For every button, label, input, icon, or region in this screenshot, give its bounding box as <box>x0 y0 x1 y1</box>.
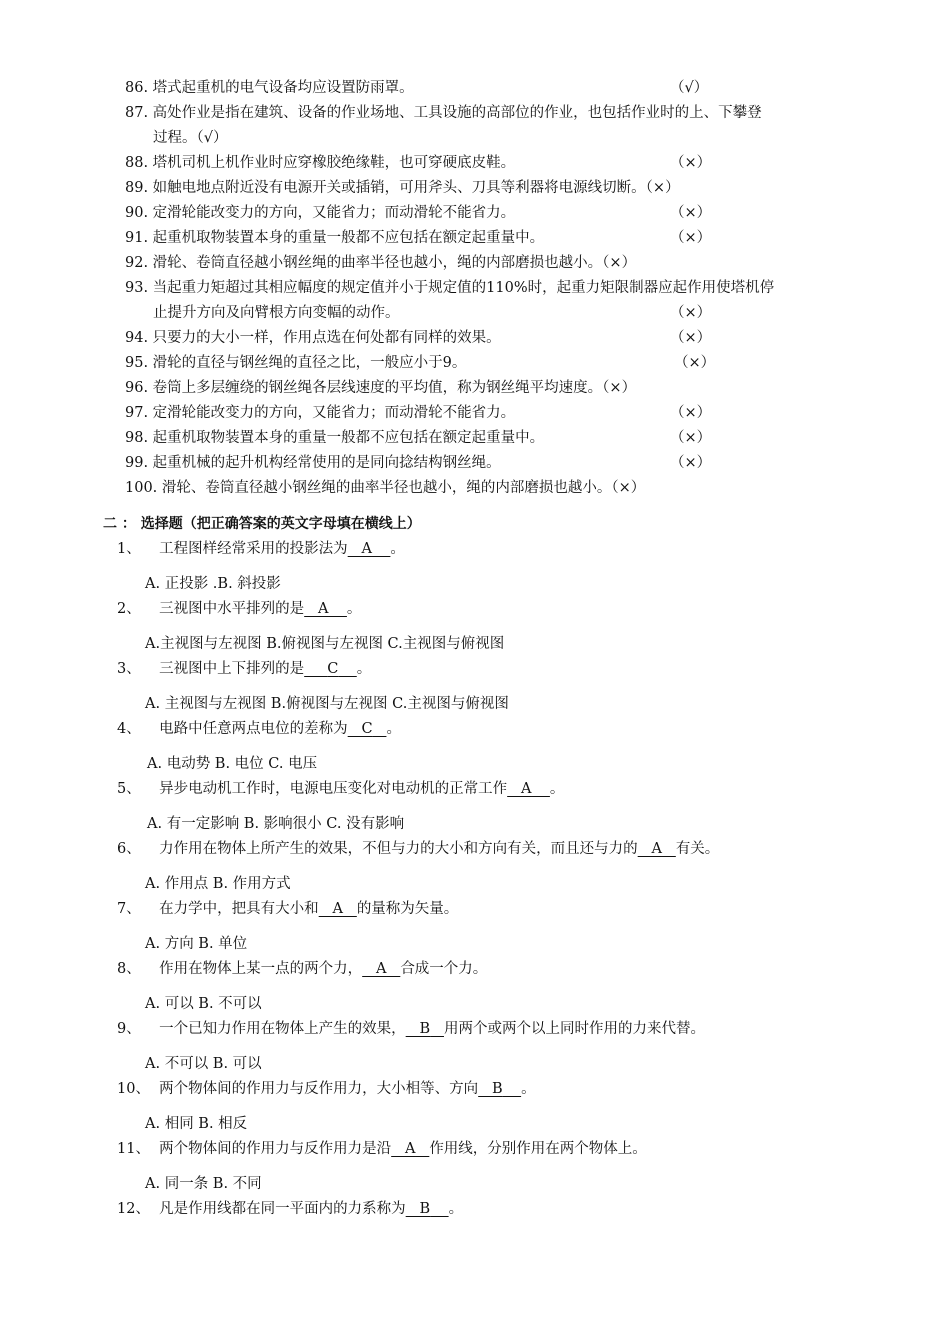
mc-question-7: 7、 在力学中，把具有大小和 A 的量称为矢量。 <box>117 901 459 917</box>
tf-item-89: 89. 如触电地点附近没有电源开关或插销，可用斧头、刀具等利器将电源线切断。（×） <box>125 180 680 196</box>
tf-item-92: 92. 滑轮、卷筒直径越小钢丝绳的曲率半径也越小，绳的内部磨损也越小。（×） <box>125 255 637 271</box>
mc-question-5: 5、 异步电动机工作时，电源电压变化对电动机的正常工作 A 。 <box>117 781 565 797</box>
mc-question-4: 4、 电路中任意两点电位的差称为 C 。 <box>117 721 401 737</box>
tf-mark-86: （√） <box>670 80 709 96</box>
answer-blank: A <box>651 841 662 857</box>
mc-question-2: 2、 三视图中水平排列的是 A 。 <box>117 601 362 617</box>
mc-options-3: A. 主视图与左视图 B.俯视图与左视图 C.主视图与俯视图 <box>145 696 509 712</box>
mc-question-6: 6、 力作用在物体上所产生的效果，不但与力的大小和方向有关，而且还与力的 A 有关。 <box>117 841 720 857</box>
tf-item-100: 100. 滑轮、卷筒直径越小钢丝绳的曲率半径也越小，绳的内部磨损也越小。（×） <box>125 480 646 496</box>
mc-options-4: A. 电动势 B. 电位 C. 电压 <box>147 756 318 772</box>
tf-mark-97: （×） <box>670 405 712 421</box>
section-heading: 二 ： 选择题（把正确答案的英文字母填在横线上） <box>103 516 421 532</box>
mc-options-2: A.主视图与左视图 B.俯视图与左视图 C.主视图与俯视图 <box>145 636 505 652</box>
tf-mark-98: （×） <box>670 430 712 446</box>
mc-options-9: A. 不可以 B. 可以 <box>145 1056 262 1072</box>
mc-options-1: A. 正投影 .B. 斜投影 <box>145 576 281 592</box>
mc-options-7: A. 方向 B. 单位 <box>145 936 248 952</box>
mc-options-8: A. 可以 B. 不可以 <box>145 996 262 1012</box>
mc-question-1: 1、 工程图样经常采用的投影法为 A 。 <box>117 541 405 557</box>
tf-item-96: 96. 卷筒上多层缠绕的钢丝绳各层线速度的平均值，称为钢丝绳平均速度。（×） <box>125 380 637 396</box>
tf-mark-90: （×） <box>670 205 712 221</box>
tf-item-94: 94. 只要力的大小一样，作用点选在何处都有同样的效果。 <box>125 330 501 346</box>
mc-options-6: A. 作用点 B. 作用方式 <box>145 876 291 892</box>
mc-question-12: 12、 凡是作用线都在同一平面内的力系称为 B 。 <box>117 1201 464 1217</box>
answer-blank: C <box>361 721 373 737</box>
answer-blank: A <box>318 601 329 617</box>
tf-item-91: 91. 起重机取物装置本身的重量一般都不应包括在额定起重量中。 <box>125 230 545 246</box>
tf-item-87: 87. 高处作业是指在建筑、设备的作业场地、工具设施的高部位的作业，也包括作业时的上、下攀登 <box>125 105 762 121</box>
tf-item-97: 97. 定滑轮能改变力的方向，又能省力；而动滑轮不能省力。 <box>125 405 516 421</box>
answer-blank: A <box>376 961 387 977</box>
answer-blank: B <box>419 1201 431 1217</box>
tf-mark-91: （×） <box>670 230 712 246</box>
tf-mark-95: （×） <box>674 355 716 371</box>
mc-question-11: 11、 两个物体间的作用力与反作用力是沿 A 作用线，分别作用在两个物体上。 <box>117 1141 647 1157</box>
tf-mark-88: （×） <box>670 155 712 171</box>
answer-blank: A <box>405 1141 416 1157</box>
answer-blank: A <box>361 541 372 557</box>
mc-question-10: 10、 两个物体间的作用力与反作用力，大小相等、方向 B 。 <box>117 1081 536 1097</box>
tf-item-99: 99. 起重机械的起升机构经常使用的是同向捻结构钢丝绳。 <box>125 455 501 471</box>
answer-blank: B <box>492 1081 503 1097</box>
tf-item-88: 88. 塔机司机上机作业时应穿橡胶绝缘鞋，也可穿硬底皮鞋。 <box>125 155 516 171</box>
tf-mark-99: （×） <box>670 455 712 471</box>
tf-item-95: 95. 滑轮的直径与钢丝绳的直径之比，一般应小于9。 <box>125 355 467 371</box>
mc-question-3: 3、 三视图中上下排列的是 C 。 <box>117 661 372 677</box>
tf-item-98: 98. 起重机取物装置本身的重量一般都不应包括在额定起重量中。 <box>125 430 545 446</box>
mc-question-8: 8、 作用在物体上某一点的两个力， A 合成一个力。 <box>117 961 488 977</box>
tf-mark-94: （×） <box>670 330 712 346</box>
answer-blank: A <box>332 901 343 917</box>
tf-item-90: 90. 定滑轮能改变力的方向，又能省力；而动滑轮不能省力。 <box>125 205 516 221</box>
tf-item-93-cont: 止提升方向及向臂根方向变幅的动作。 <box>153 305 400 321</box>
answer-blank: A <box>521 781 532 797</box>
answer-blank: C <box>327 661 339 677</box>
mc-options-11: A. 同一条 B. 不同 <box>145 1176 262 1192</box>
mc-question-9: 9、 一个已知力作用在物体上产生的效果， B 用两个或两个以上同时作用的力来代替。 <box>117 1021 705 1037</box>
answer-blank: B <box>419 1021 431 1037</box>
tf-item-87-cont: 过程。（√） <box>153 130 228 146</box>
mc-options-5: A. 有一定影响 B. 影响很小 C. 没有影响 <box>147 816 405 832</box>
tf-item-93: 93. 当起重力矩超过其相应幅度的规定值并小于规定值的110%时，起重力矩限制器应起作用使塔机停 <box>125 280 775 296</box>
tf-mark-93: （×） <box>670 305 712 321</box>
tf-item-86: 86. 塔式起重机的电气设备均应设置防雨罩。 <box>125 80 414 96</box>
mc-options-10: A. 相同 B. 相反 <box>145 1116 248 1132</box>
